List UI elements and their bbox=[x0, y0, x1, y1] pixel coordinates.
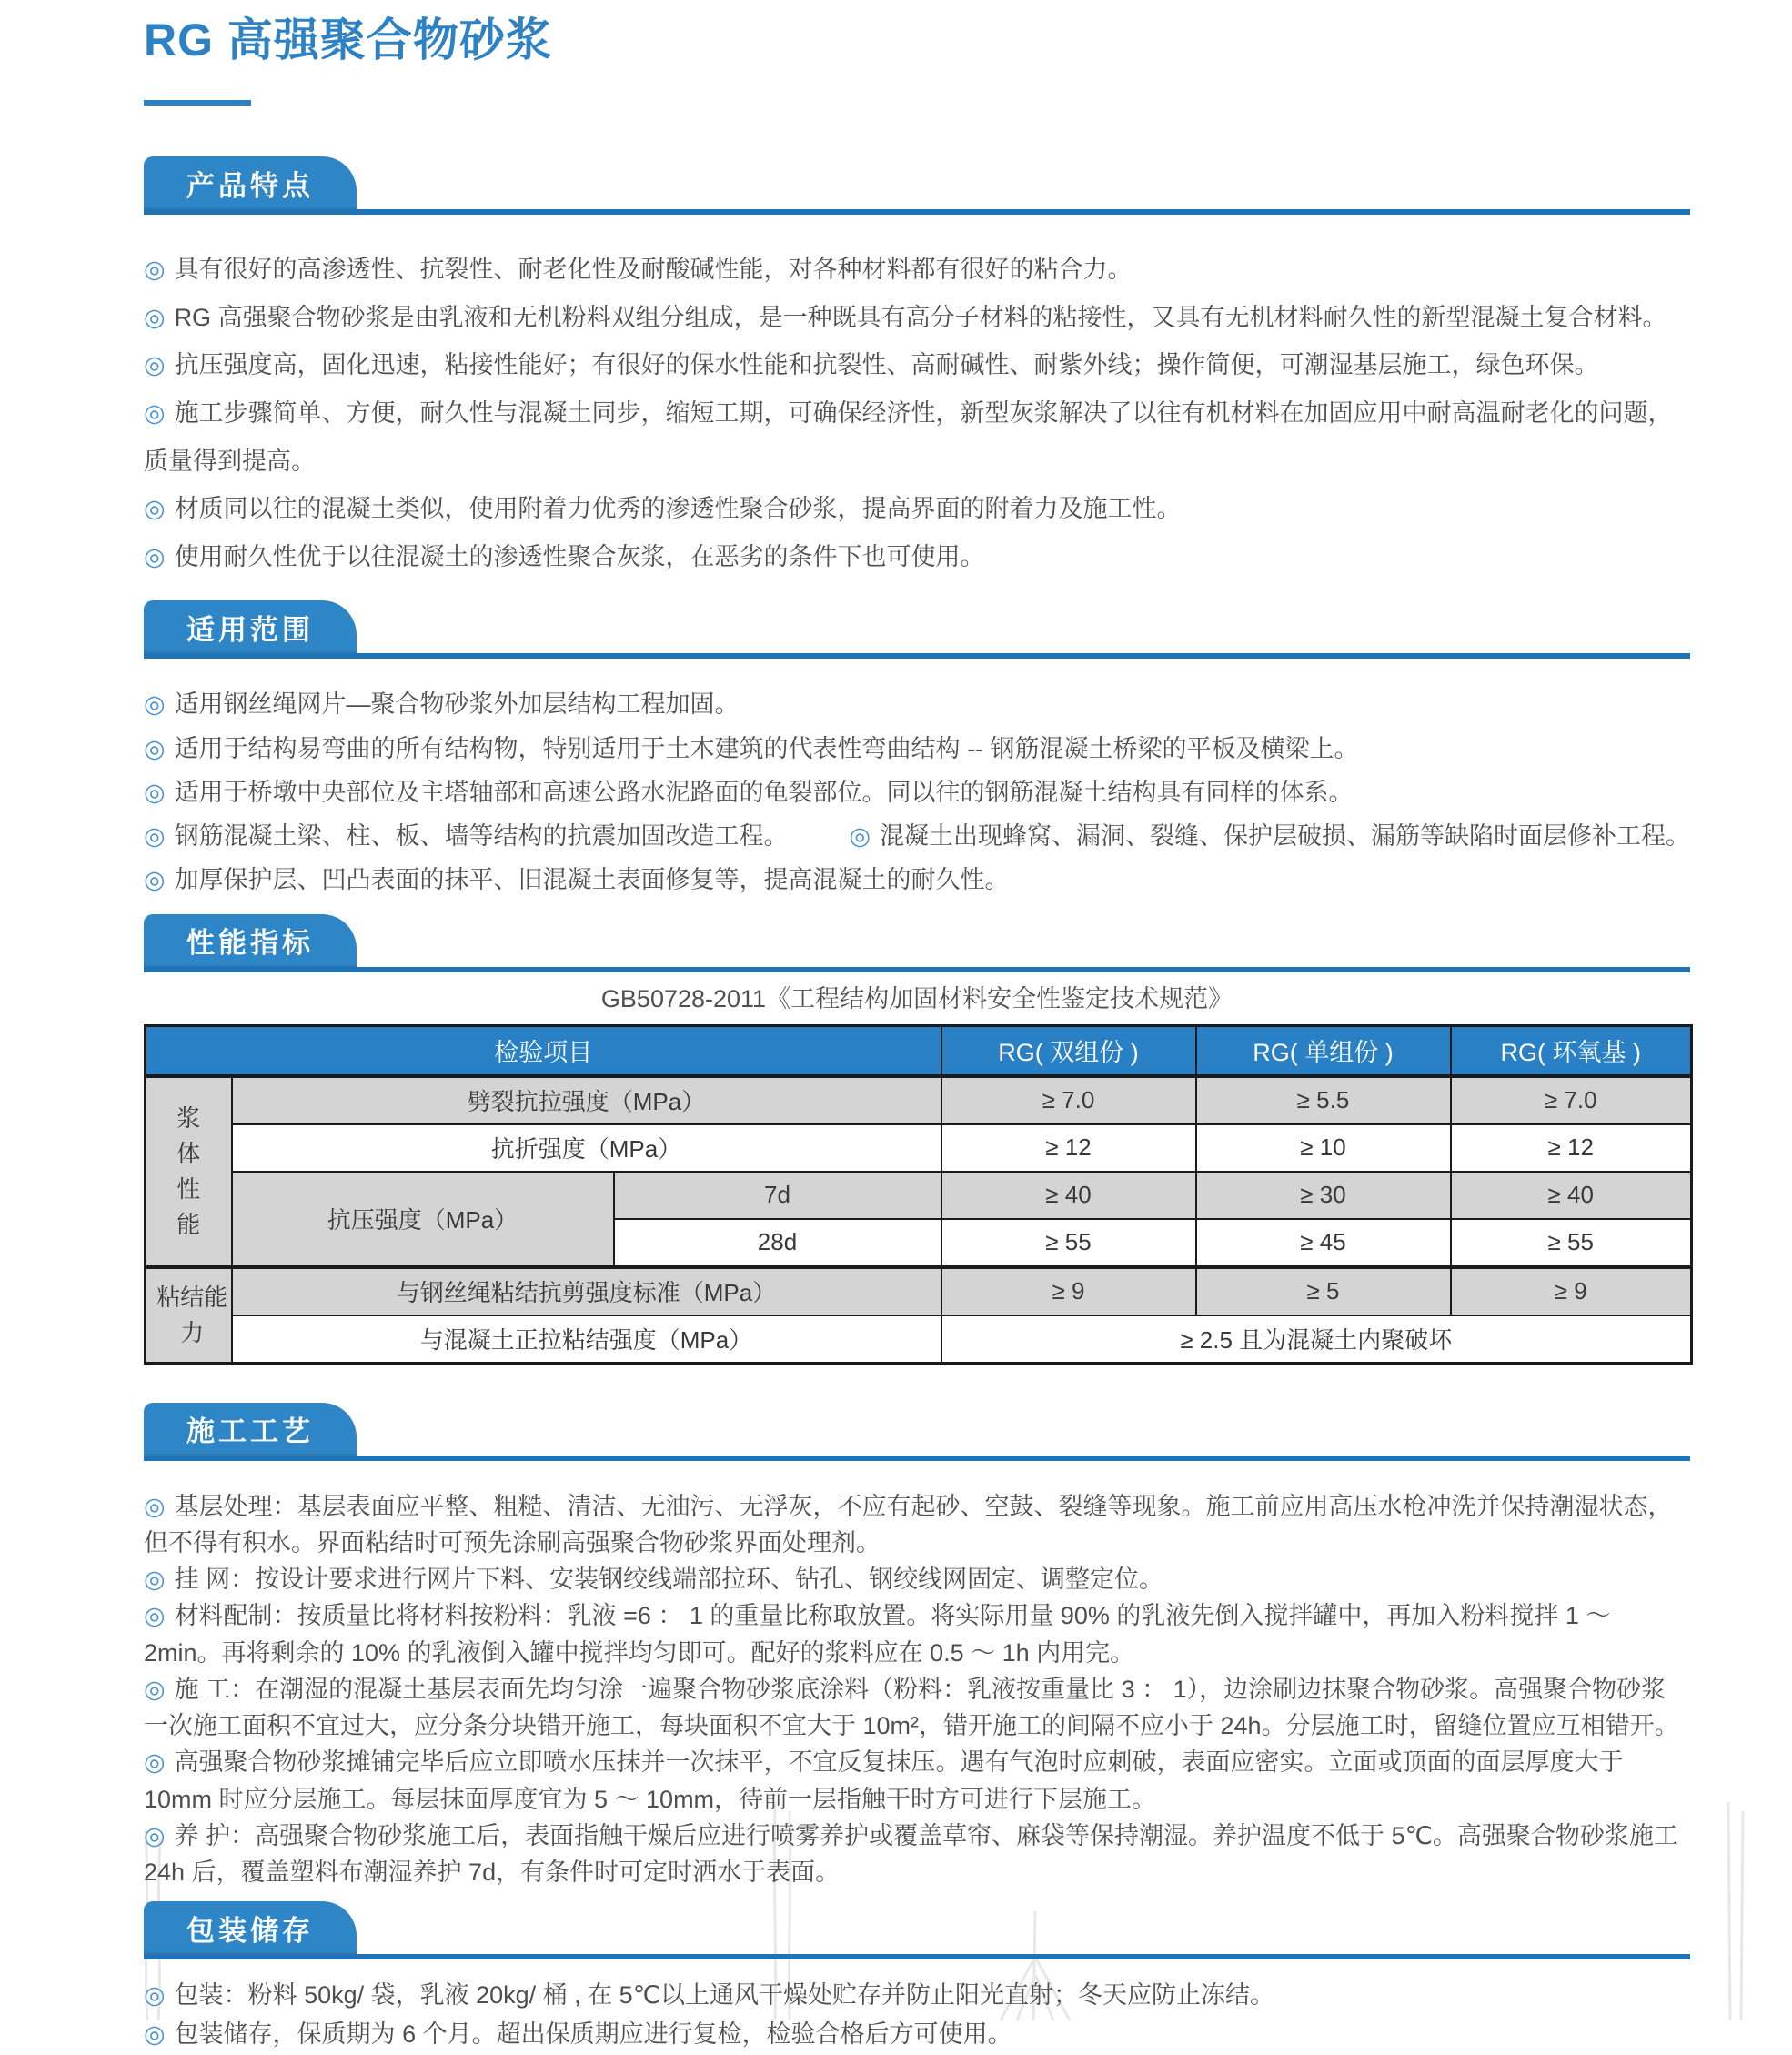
list-item bbox=[144, 246, 1690, 294]
section-header-packaging bbox=[144, 1901, 1690, 1959]
list-item bbox=[144, 1597, 1690, 1670]
list-item bbox=[144, 389, 1690, 485]
spec-table bbox=[144, 1024, 1693, 1365]
list-item-pair bbox=[144, 814, 1690, 858]
process-list bbox=[144, 1488, 1690, 1890]
value-cell: ≥ 12 bbox=[941, 1124, 1196, 1172]
packaging-tab bbox=[144, 1901, 357, 1954]
title-underline bbox=[144, 100, 251, 106]
header-cell-rg2: RG( 双组份 ) bbox=[941, 1025, 1196, 1076]
list-item-text: 基层处理：基层表面应平整、粗糙、清洁、无油污、无浮灰，不应有起砂、空鼓、裂缝等现象。施工前应用高压水枪冲洗并保持潮湿状态，但不得有积水。界面粘结时可预先涂刷高强聚合物砂浆界面处理剂。 bbox=[144, 1492, 1673, 1557]
list-item bbox=[144, 533, 1690, 581]
list-item-text: 具有很好的高渗透性、抗裂性、耐老化性及耐酸碱性能，对各种材料都有很好的粘合力。 bbox=[174, 256, 1133, 283]
packaging-list bbox=[144, 1976, 1690, 2054]
value-cell-merged: ≥ 2.5 且为混凝土内聚破坏 bbox=[941, 1315, 1692, 1364]
group-cell-bond: 粘结能力 bbox=[146, 1267, 232, 1364]
bullseye-icon: ◎ bbox=[849, 821, 871, 850]
bullseye-icon: ◎ bbox=[144, 351, 166, 379]
list-item-text: 包装储存，保质期为 6 个月。超出保质期应进行复检，检验合格后方可使用。 bbox=[174, 2020, 1012, 2049]
list-item-text: 施工步骤简单、方便，耐久性与混凝土同步，缩短工期，可确保经济性，新型灰浆解决了以往有机材料在加固应用中耐高温耐老化的问题，质量得到提高。 bbox=[144, 398, 1673, 475]
list-item-text: 挂 网：按设计要求进行网片下料、安装钢绞线端部拉环、钻孔、钢绞线网固定、调整定位。 bbox=[174, 1566, 1164, 1594]
list-item bbox=[144, 1488, 1690, 1561]
test-item-cell: 抗压强度（MPa） bbox=[232, 1172, 614, 1267]
list-item-text: 加厚保护层、凹凸表面的抹平、旧混凝土表面修复等，提高混凝土的耐久性。 bbox=[174, 865, 1010, 893]
bullseye-icon: ◎ bbox=[144, 1981, 166, 2010]
features-heading: 产品特点 bbox=[186, 169, 314, 202]
list-item bbox=[144, 485, 1690, 533]
list-item-text: 钢筋混凝土梁、柱、板、墙等结构的抗震加固改造工程。 bbox=[174, 821, 789, 850]
list-item bbox=[144, 858, 1690, 902]
value-cell: ≥ 9 bbox=[1451, 1267, 1692, 1315]
value-cell: ≥ 10 bbox=[1196, 1124, 1451, 1172]
features-list bbox=[144, 246, 1690, 580]
list-item-text: 包装：粉料 50kg/ 袋，乳液 20kg/ 桶 , 在 5℃以上通风干燥处贮存并防止阳光直射；冬天应防止冻结。 bbox=[174, 1981, 1275, 2010]
table-header-row bbox=[146, 1025, 1692, 1076]
sub-item-cell: 28d bbox=[614, 1219, 941, 1267]
list-item bbox=[144, 294, 1690, 342]
bullseye-icon: ◎ bbox=[144, 495, 166, 523]
value-cell: ≥ 12 bbox=[1451, 1124, 1692, 1172]
header-cell-item: 检验项目 bbox=[146, 1025, 941, 1076]
list-item-text: 适用于结构易弯曲的所有结构物，特别适用于土木建筑的代表性弯曲结构 -- 钢筋混凝土桥梁的平板及横梁上。 bbox=[174, 734, 1359, 762]
section-rule bbox=[144, 967, 1690, 972]
bullseye-icon: ◎ bbox=[144, 2020, 166, 2049]
bullseye-icon: ◎ bbox=[144, 1566, 166, 1594]
value-cell: ≥ 5 bbox=[1196, 1267, 1451, 1315]
test-item-cell: 抗折强度（MPa） bbox=[232, 1124, 941, 1172]
scope-list bbox=[144, 682, 1690, 901]
list-item-text: 抗压强度高，固化迅速，粘接性能好；有很好的保水性能和抗裂性、高耐碱性、耐紫外线；操作简便，可潮湿基层施工，绿色环保。 bbox=[174, 351, 1599, 379]
value-cell: ≥ 9 bbox=[941, 1267, 1196, 1315]
features-tab bbox=[144, 156, 357, 209]
list-item-text: RG 高强聚合物砂浆是由乳液和无机粉料双组分组成，是一种既具有高分子材料的粘接性，又具有无机材料耐久性的新型混凝土复合材料。 bbox=[174, 303, 1667, 331]
bullseye-icon: ◎ bbox=[144, 1675, 166, 1703]
section-rule bbox=[144, 209, 1690, 215]
standard-caption: GB50728-2011《工程结构加固材料安全性鉴定技术规范》 bbox=[600, 984, 1233, 1012]
value-cell: ≥ 45 bbox=[1196, 1219, 1451, 1267]
scope-tab bbox=[144, 600, 357, 653]
packaging-heading: 包装储存 bbox=[186, 1914, 314, 1947]
table-row bbox=[146, 1172, 1692, 1219]
section-header-scope bbox=[144, 600, 1690, 659]
section-rule bbox=[144, 653, 1690, 659]
list-item-text: 使用耐久性优于以往混凝土的渗透性聚合灰浆，在恶劣的条件下也可使用。 bbox=[174, 542, 985, 570]
list-item bbox=[144, 1744, 1690, 1817]
list-item-text: 混凝土出现蜂窝、漏洞、裂缝、保护层破损、漏筋等缺陷时面层修补工程。 bbox=[880, 821, 1690, 850]
bullseye-icon: ◎ bbox=[144, 1492, 166, 1520]
bullseye-icon: ◎ bbox=[144, 303, 166, 331]
table-row bbox=[146, 1315, 1692, 1364]
value-cell: ≥ 55 bbox=[1451, 1219, 1692, 1267]
list-item bbox=[144, 1818, 1690, 1890]
bullseye-icon: ◎ bbox=[144, 1748, 166, 1777]
section-header-features bbox=[144, 156, 1690, 215]
value-cell: ≥ 7.0 bbox=[1451, 1076, 1692, 1124]
list-item bbox=[144, 1976, 1690, 2015]
value-cell: ≥ 40 bbox=[941, 1172, 1196, 1219]
list-item-text: 适用钢丝绳网片—聚合物砂浆外加层结构工程加固。 bbox=[174, 690, 740, 719]
test-item-cell: 与混凝土正拉粘结强度（MPa） bbox=[232, 1315, 941, 1364]
list-item bbox=[144, 727, 1690, 771]
list-item bbox=[144, 2015, 1690, 2054]
list-item-text: 适用于桥墩中央部位及主塔轴部和高速公路水泥路面的龟裂部位。同以往的钢筋混凝土结构具有同样的体系。 bbox=[174, 778, 1354, 806]
list-item bbox=[144, 341, 1690, 389]
section-rule bbox=[144, 1456, 1690, 1461]
list-item-text: 施 工：在潮湿的混凝土基层表面先均匀涂一遍聚合物砂浆底涂料（粉料：乳液按重量比 3 ： 1），边涂刷边抹聚合物砂浆。高强聚合物砂浆一次施工面积不宜过大，应分条分块错开施工，每块面积不宜大于 10m²，错开施工的间隔不应小于 24h。分层施工时，留缝位置应互相错开。 bbox=[144, 1675, 1679, 1740]
test-item-cell: 劈裂抗拉强度（MPa） bbox=[232, 1076, 941, 1124]
bullseye-icon: ◎ bbox=[144, 1821, 166, 1849]
value-cell: ≥ 7.0 bbox=[941, 1076, 1196, 1124]
page-title: RG 高强聚合物砂浆 bbox=[144, 15, 552, 65]
scope-heading: 适用范围 bbox=[186, 613, 314, 646]
value-cell: ≥ 55 bbox=[941, 1219, 1196, 1267]
list-item bbox=[144, 771, 1690, 814]
bullseye-icon: ◎ bbox=[144, 398, 166, 427]
header-cell-rge: RG( 环氧基 ) bbox=[1451, 1025, 1692, 1076]
table-row bbox=[146, 1076, 1692, 1124]
bullseye-icon: ◎ bbox=[144, 1602, 166, 1630]
value-cell: ≥ 30 bbox=[1196, 1172, 1451, 1219]
bullseye-icon: ◎ bbox=[144, 542, 166, 570]
bullseye-icon: ◎ bbox=[144, 734, 166, 762]
list-item bbox=[144, 1561, 1690, 1597]
bullseye-icon: ◎ bbox=[144, 690, 166, 719]
content-column bbox=[144, 0, 1690, 2055]
performance-tab bbox=[144, 914, 357, 967]
value-cell: ≥ 5.5 bbox=[1196, 1076, 1451, 1124]
process-tab bbox=[144, 1403, 357, 1456]
performance-heading: 性能指标 bbox=[186, 927, 314, 960]
group-cell-paste: 浆体性能 bbox=[146, 1076, 232, 1267]
bullseye-icon: ◎ bbox=[144, 256, 166, 283]
list-item-text: 养 护：高强聚合物砂浆施工后，表面指触干燥后应进行喷雾养护或覆盖草帘、麻袋等保持潮湿。养护温度不低于 5℃。高强聚合物砂浆施工 24h 后，覆盖塑料布潮湿养护 7d，有条件时可定时洒水于表面。 bbox=[144, 1821, 1678, 1886]
table-row bbox=[146, 1267, 1692, 1315]
bullseye-icon: ◎ bbox=[144, 821, 166, 850]
bullseye-icon: ◎ bbox=[144, 865, 166, 893]
section-header-process bbox=[144, 1403, 1690, 1461]
sub-item-cell: 7d bbox=[614, 1172, 941, 1219]
list-item bbox=[144, 682, 1690, 726]
list-item bbox=[849, 814, 1690, 858]
bullseye-icon: ◎ bbox=[144, 778, 166, 806]
process-heading: 施工工艺 bbox=[186, 1415, 314, 1448]
list-item-text: 材料配制：按质量比将材料按粉料：乳液 =6 ： 1 的重量比称取放置。将实际用量 90% 的乳液先倒入搅拌罐中，再加入粉料搅拌 1 ～ 2min。再将剩余的 10% 的乳液倒入罐中搅拌均匀即可。配好的浆料应在 0.5 ～ 1h 内用完。 bbox=[144, 1602, 1611, 1667]
list-item-text: 高强聚合物砂浆摊铺完毕后应立即喷水压抹并一次抹平，不宜反复抹压。遇有气泡时应刺破，表面应密实。立面或顶面的面层厚度大于 10mm 时应分层施工。每层抹面厚度宜为 5 ～ 10mm，待前一层指触干时方可进行下层施工。 bbox=[144, 1748, 1624, 1813]
section-header-performance bbox=[144, 914, 1690, 972]
section-rule bbox=[144, 1954, 1690, 1959]
list-item bbox=[144, 814, 789, 858]
test-item-cell: 与钢丝绳粘结抗剪强度标准（MPa） bbox=[232, 1267, 941, 1315]
header-cell-rg1: RG( 单组份 ) bbox=[1196, 1025, 1451, 1076]
list-item-text: 材质同以往的混凝土类似，使用附着力优秀的渗透性聚合砂浆，提高界面的附着力及施工性。 bbox=[174, 495, 1182, 523]
list-item bbox=[144, 1671, 1690, 1744]
table-row bbox=[146, 1124, 1692, 1172]
value-cell: ≥ 40 bbox=[1451, 1172, 1692, 1219]
